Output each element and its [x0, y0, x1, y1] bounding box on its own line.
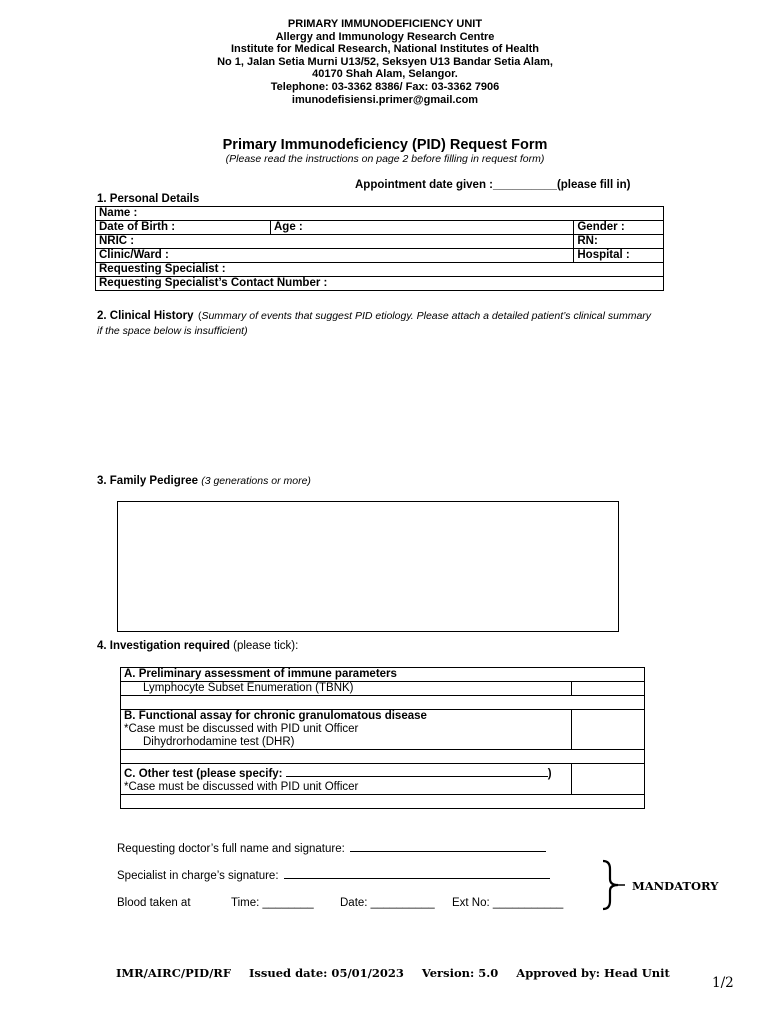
gender-field[interactable]: Gender : — [574, 221, 664, 235]
doctor-signature-row: Requesting doctor’s full name and signature: — [117, 839, 546, 855]
dhr-test-label: Dihydrorhodamine test (DHR) — [143, 736, 295, 748]
clinic-ward-field[interactable]: Clinic/Ward : — [96, 249, 574, 263]
header-line: Allergy and Immunology Research Centre — [275, 30, 495, 43]
hospital-field[interactable]: Hospital : — [574, 249, 664, 263]
clinical-history-note: Summary of events that suggest PID etiology. Please attach a detailed patient’s clinical summary if the space below is insufficient) — [97, 310, 652, 337]
form-title: Primary Immunodeficiency (PID) Request Form — [222, 137, 548, 153]
family-pedigree-note: (3 generations or more) — [201, 475, 311, 487]
other-test-specify-field[interactable] — [286, 764, 548, 777]
investigation-table — [120, 667, 645, 809]
dob-field[interactable]: Date of Birth : — [96, 221, 271, 235]
header-line: Institute for Medical Research, National Institutes of Health — [230, 43, 540, 56]
spacer-row — [121, 795, 645, 809]
spacer-row — [121, 750, 645, 764]
page-number: 1/2 — [712, 975, 734, 991]
blood-date-field[interactable]: Date: __________ — [340, 897, 435, 909]
tbnk-tick-box[interactable] — [572, 682, 645, 696]
tbnk-test-label: Lymphocyte Subset Enumeration (TBNK) — [121, 682, 572, 696]
clinical-history-area[interactable] — [97, 340, 657, 470]
family-pedigree-heading: 3. Family Pedigree (3 generations or more) — [97, 475, 311, 487]
clinical-history-heading: 2. Clinical History (Summary of events that suggest PID etiology. Please attach a detailed patient’s clinical summary if the space below is insufficient) — [97, 310, 652, 337]
requesting-specialist-field[interactable]: Requesting Specialist : — [96, 263, 664, 277]
mandatory-label: MANDATORY — [632, 879, 719, 893]
investigation-note: (please tick): — [233, 640, 299, 652]
specialist-contact-field[interactable]: Requesting Specialist’s Contact Number : — [96, 277, 664, 291]
version: Version: 5.0 — [421, 966, 499, 980]
header-line: PRIMARY IMMUNODEFICIENCY UNIT — [287, 18, 483, 30]
section-c-note: *Case must be discussed with PID unit Officer — [124, 781, 359, 793]
blood-time-field[interactable]: Time: ________ — [231, 897, 314, 909]
nric-field[interactable]: NRIC : — [96, 235, 574, 249]
spacer-row — [121, 696, 645, 710]
section-c-title: C. Other test (please specify: ) *Case must be discussed with PID unit Officer — [121, 764, 572, 795]
specialist-signature-line[interactable] — [284, 866, 550, 879]
appointment-date-field[interactable]: Appointment date given :__________(please fill in) — [355, 179, 631, 191]
age-field[interactable]: Age : — [271, 221, 574, 235]
family-pedigree-box[interactable] — [117, 501, 619, 632]
specialist-signature-row: Specialist in charge’s signature: — [117, 866, 550, 882]
header-line: 40170 Shah Alam, Selangor. — [312, 68, 458, 81]
document-footer — [116, 966, 684, 980]
section-a-title: A. Preliminary assessment of immune parameters — [121, 668, 645, 682]
personal-details-heading: 1. Personal Details — [97, 193, 200, 205]
issued-date: Issued date: 05/01/2023 — [249, 966, 404, 980]
section-b-note: *Case must be discussed with PID unit Officer — [124, 723, 359, 735]
header-line: Telephone: 03-3362 8386/ Fax: 03-3362 7906 — [270, 80, 500, 93]
brace-icon — [598, 859, 628, 911]
rn-field[interactable]: RN: — [574, 235, 664, 249]
form-code: IMR/AIRC/PID/RF — [116, 966, 231, 980]
form-subtitle: (Please read the instructions on page 2 before filling in request form) — [225, 153, 545, 165]
other-test-tick-box[interactable] — [572, 764, 645, 795]
ext-no-field[interactable]: Ext No: ___________ — [452, 897, 564, 909]
approved-by: Approved by: Head Unit — [516, 966, 670, 980]
doctor-signature-line[interactable] — [350, 839, 546, 852]
institution-header — [0, 18, 770, 106]
header-line: imunodefisiensi.primer@gmail.com — [291, 93, 479, 106]
personal-details-table — [95, 206, 664, 291]
blood-taken-label: Blood taken at — [117, 897, 191, 909]
dhr-tick-box[interactable] — [572, 710, 645, 750]
name-field[interactable]: Name : — [96, 207, 664, 221]
investigation-heading: 4. Investigation required (please tick): — [97, 640, 299, 652]
header-line: No 1, Jalan Setia Murni U13/52, Seksyen U13 Bandar Setia Alam, — [217, 55, 553, 68]
section-b-title: B. Functional assay for chronic granulomatous disease *Case must be discussed with PID unit Officer Dihydrorhodamine test (DHR) — [121, 710, 572, 750]
